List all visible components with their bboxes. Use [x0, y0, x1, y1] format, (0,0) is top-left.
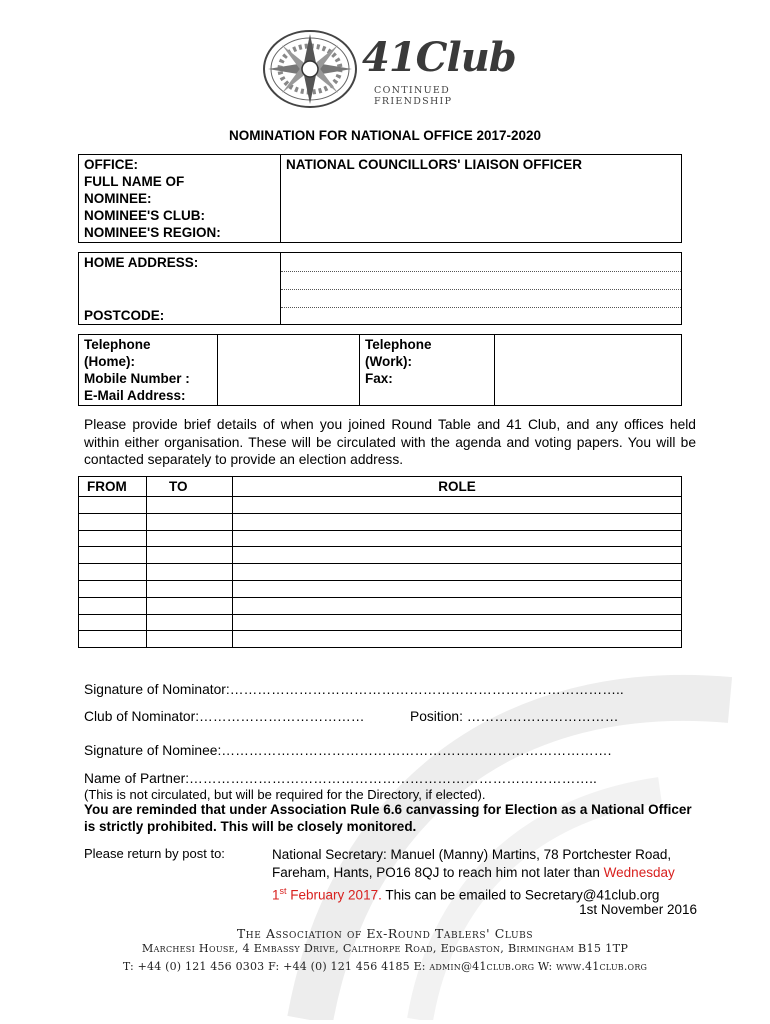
nominee-signature[interactable]: Signature of Nominee:………………………………………………………………………….: [84, 743, 612, 758]
address-line-3: [281, 307, 681, 308]
table-row: [79, 547, 682, 564]
region-label: NOMINEE'S REGION:: [84, 225, 221, 240]
table-row: [79, 614, 682, 631]
postcode-label: POSTCODE:: [84, 308, 165, 323]
return-line-2-text: Fareham, Hants, PO16 8QJ to reach him not later than: [272, 865, 604, 880]
from-cell[interactable]: [79, 597, 147, 614]
role-cell[interactable]: [233, 497, 682, 514]
table-row: [79, 530, 682, 547]
document-date: 1st November 2016: [579, 902, 697, 917]
home-address-label: HOME ADDRESS:: [84, 255, 199, 270]
club-of-nominator[interactable]: Club of Nominator:………………………………: [84, 709, 365, 724]
role-header: ROLE: [233, 477, 682, 497]
return-address: [272, 846, 702, 905]
footer-address: Marchesi House, 4 Embassy Drive, Calthorpe Road, Edgbaston, Birmingham B15 1TP: [141, 942, 629, 955]
from-cell[interactable]: [79, 530, 147, 547]
to-cell[interactable]: [147, 513, 233, 530]
return-line-2: [272, 864, 702, 882]
from-cell[interactable]: [79, 614, 147, 631]
return-line-1: National Secretary: Manuel (Manny) Martins, 78 Portchester Road,: [272, 847, 672, 862]
from-cell[interactable]: [79, 513, 147, 530]
from-cell[interactable]: [79, 564, 147, 581]
address-input-cell[interactable]: [281, 253, 682, 325]
nominee-values-cell[interactable]: [281, 155, 682, 243]
from-cell[interactable]: [79, 497, 147, 514]
table-row: [79, 497, 682, 514]
to-cell[interactable]: [147, 597, 233, 614]
tel-work-input[interactable]: [495, 335, 682, 406]
deadline-date-num: 1: [272, 887, 280, 903]
club-logo: [262, 28, 516, 110]
compass-emblem-icon: [262, 28, 358, 110]
deadline-day: Wednesday: [603, 865, 675, 880]
contact-labels-left: [79, 335, 218, 406]
nominator-signature[interactable]: Signature of Nominator:…………………………………………………………………………..: [84, 682, 624, 697]
email-label: E-Mail Address:: [84, 388, 186, 403]
role-cell[interactable]: [233, 614, 682, 631]
footer-org-name: The Association of Ex-Round Tablers' Clubs: [236, 926, 534, 941]
fullname-label-2: NOMINEE:: [84, 191, 152, 206]
to-cell[interactable]: [147, 497, 233, 514]
logo-wordmark: 41Club: [362, 34, 516, 81]
from-cell[interactable]: [79, 631, 147, 648]
tel-work-label-2: (Work):: [365, 354, 412, 369]
partner-note: (This is not circulated, but will be required for the Directory, if elected).: [84, 787, 486, 802]
nominee-table: [78, 154, 682, 243]
logo-tagline: CONTINUED FRIENDSHIP: [374, 85, 453, 107]
tel-work-label-1: Telephone: [365, 337, 432, 352]
partner-name[interactable]: Name of Partner:……………………………………………………………………………..: [84, 771, 597, 786]
nominee-labels-cell: [79, 155, 281, 243]
address-line-1: [281, 271, 681, 272]
role-cell[interactable]: [233, 547, 682, 564]
table-row: [79, 580, 682, 597]
role-cell[interactable]: [233, 631, 682, 648]
fullname-label-1: FULL NAME OF: [84, 174, 185, 189]
table-row: [79, 631, 682, 648]
to-cell[interactable]: [147, 614, 233, 631]
footer-contact: T: +44 (0) 121 456 0303 F: +44 (0) 121 456 4185 E: admin@41club.org W: www.41club.org: [122, 960, 648, 973]
to-header: TO: [147, 477, 233, 497]
club-label: NOMINEE'S CLUB:: [84, 208, 205, 223]
office-value: NATIONAL COUNCILLORS' LIAISON OFFICER: [286, 157, 582, 172]
address-labels-cell: [79, 253, 281, 325]
role-cell[interactable]: [233, 597, 682, 614]
instructions-paragraph: Please provide brief details of when you joined Round Table and 41 Club, and any offices held within either organisation. These will be circulated with the agenda and voting papers. You will be contacted separately to provide an election address.: [84, 417, 696, 467]
table-row: [79, 597, 682, 614]
from-cell[interactable]: [79, 547, 147, 564]
role-cell[interactable]: [233, 530, 682, 547]
from-header: FROM: [79, 477, 147, 497]
to-cell[interactable]: [147, 530, 233, 547]
fax-label: Fax:: [365, 371, 393, 386]
to-cell[interactable]: [147, 580, 233, 597]
contact-table: [78, 334, 682, 406]
form-title: NOMINATION FOR NATIONAL OFFICE 2017-2020: [228, 128, 542, 143]
office-label: OFFICE:: [84, 157, 138, 172]
to-cell[interactable]: [147, 631, 233, 648]
email-instruction: This can be emailed to Secretary@41club.org: [381, 887, 660, 903]
to-cell[interactable]: [147, 564, 233, 581]
table-row: [79, 513, 682, 530]
canvassing-warning: You are reminded that under Association Rule 6.6 canvassing for Election as a National Officer is strictly prohibited. This will be closely monitored.: [84, 802, 692, 834]
return-label: Please return by post to:: [84, 846, 225, 861]
address-line-2: [281, 289, 681, 290]
position-field[interactable]: Position: ……………………………: [410, 709, 619, 724]
to-cell[interactable]: [147, 547, 233, 564]
tel-home-label-1: Telephone: [84, 337, 151, 352]
from-cell[interactable]: [79, 580, 147, 597]
roles-table: [78, 476, 682, 648]
contact-labels-right: [360, 335, 495, 406]
role-cell[interactable]: [233, 513, 682, 530]
role-cell[interactable]: [233, 564, 682, 581]
tel-home-label-2: (Home):: [84, 354, 135, 369]
deadline-date-rest: February 2017.: [286, 887, 382, 903]
mobile-label: Mobile Number :: [84, 371, 190, 386]
role-cell[interactable]: [233, 580, 682, 597]
tel-home-input[interactable]: [218, 335, 360, 406]
table-row: [79, 564, 682, 581]
address-table: [78, 252, 682, 325]
deadline-date-sup: st: [279, 886, 287, 896]
